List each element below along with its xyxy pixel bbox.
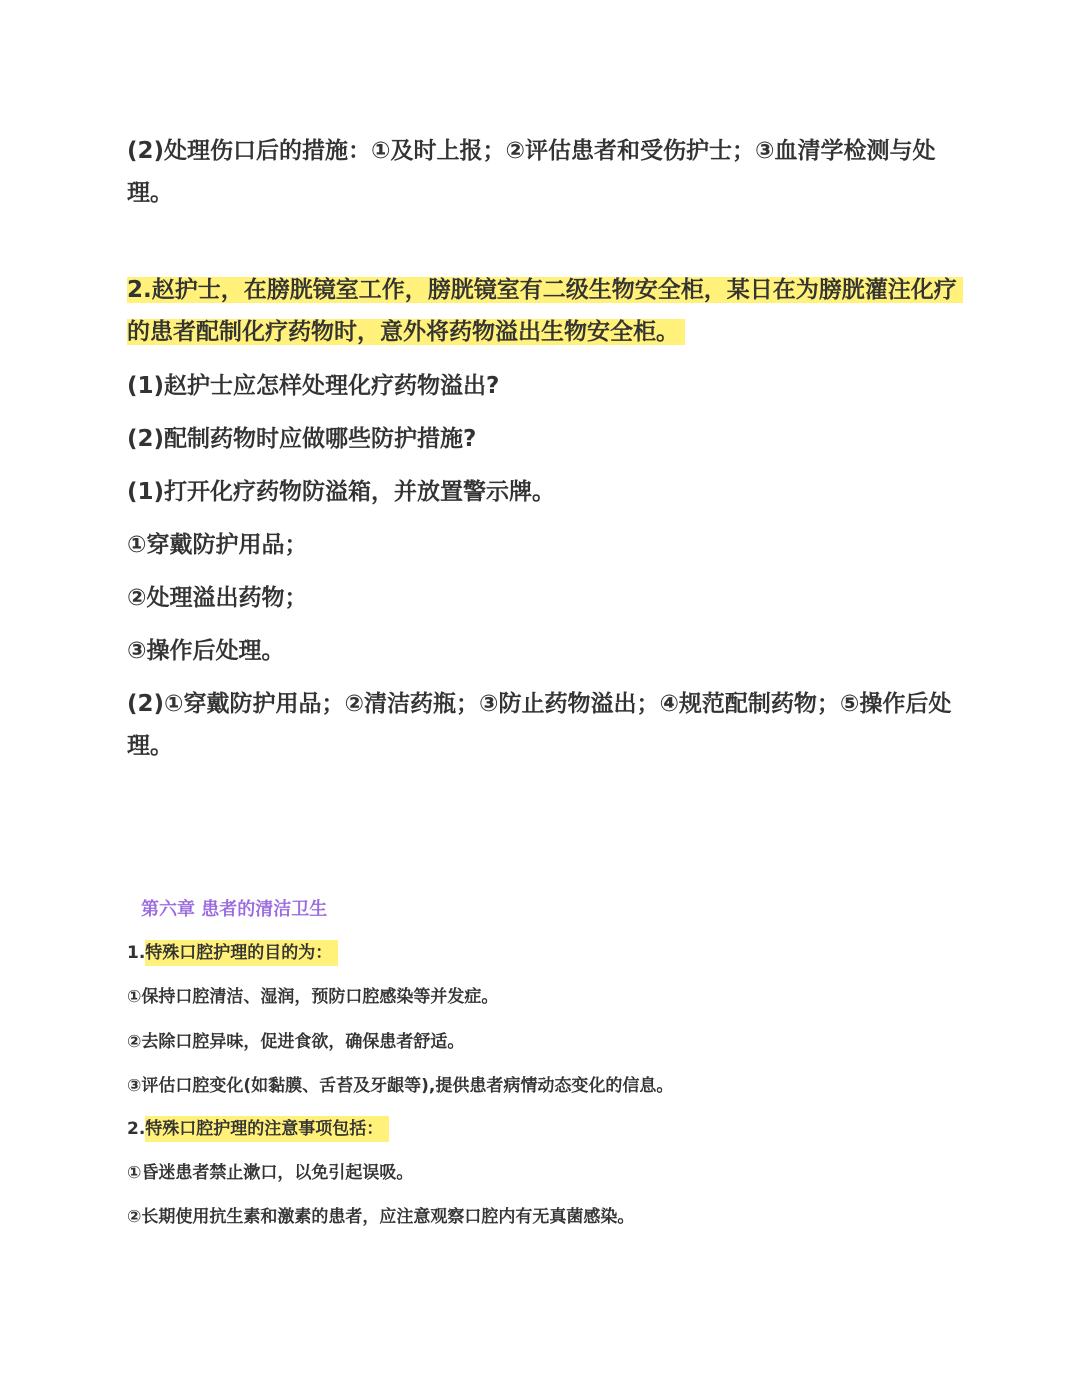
item-2-number: 2. <box>127 1119 146 1139</box>
item-1-label: 特殊口腔护理的目的为： <box>145 940 338 966</box>
answer-1-step-1: ①穿戴防护用品； <box>127 532 308 558</box>
answer-2: (2)①穿戴防护用品；②清洁药瓶；③防止药物溢出；④规范配制药物；⑤操作后处理。 <box>127 691 952 759</box>
item-1-heading <box>127 938 957 968</box>
item-1-point-3: ③评估口腔变化(如黏膜、舌苔及牙龈等),提供患者病情动态变化的信息。 <box>127 1076 674 1096</box>
question-1: (1)赵护士应怎样处理化疗药物溢出? <box>127 373 500 399</box>
question-2: (2)配制药物时应做哪些防护措施? <box>127 426 477 452</box>
case-question-highlight: 2.赵护士，在膀胱镜室工作，膀胱镜室有二级生物安全柜，某日在为膀胱灌注化疗的患者配制化疗药物时，意外将药物溢出生物安全柜。 <box>127 277 963 345</box>
item-2-heading <box>127 1114 957 1144</box>
chapter-title: 第六章 患者的清洁卫生 <box>141 899 328 920</box>
item-2-point-2: ②长期使用抗生素和激素的患者，应注意观察口腔内有无真菌感染。 <box>127 1207 635 1227</box>
item-2-point-1: ①昏迷患者禁止漱口，以免引起误吸。 <box>127 1163 414 1183</box>
answer-1-step-3: ③操作后处理。 <box>127 638 285 664</box>
item-1-point-2: ②去除口腔异味，促进食欲，确保患者舒适。 <box>127 1032 465 1052</box>
wound-measures-paragraph: (2)处理伤口后的措施：①及时上报；②评估患者和受伤护士；③血清学检测与处理。 <box>127 138 936 206</box>
item-1-point-1: ①保持口腔清洁、湿润，预防口腔感染等并发症。 <box>127 987 499 1007</box>
item-1-number: 1. <box>127 943 146 963</box>
answer-1: (1)打开化疗药物防溢箱，并放置警示牌。 <box>127 479 556 505</box>
answer-1-step-2: ②处理溢出药物； <box>127 585 308 611</box>
item-2-label: 特殊口腔护理的注意事项包括： <box>145 1116 389 1142</box>
case-question-heading <box>127 269 957 353</box>
